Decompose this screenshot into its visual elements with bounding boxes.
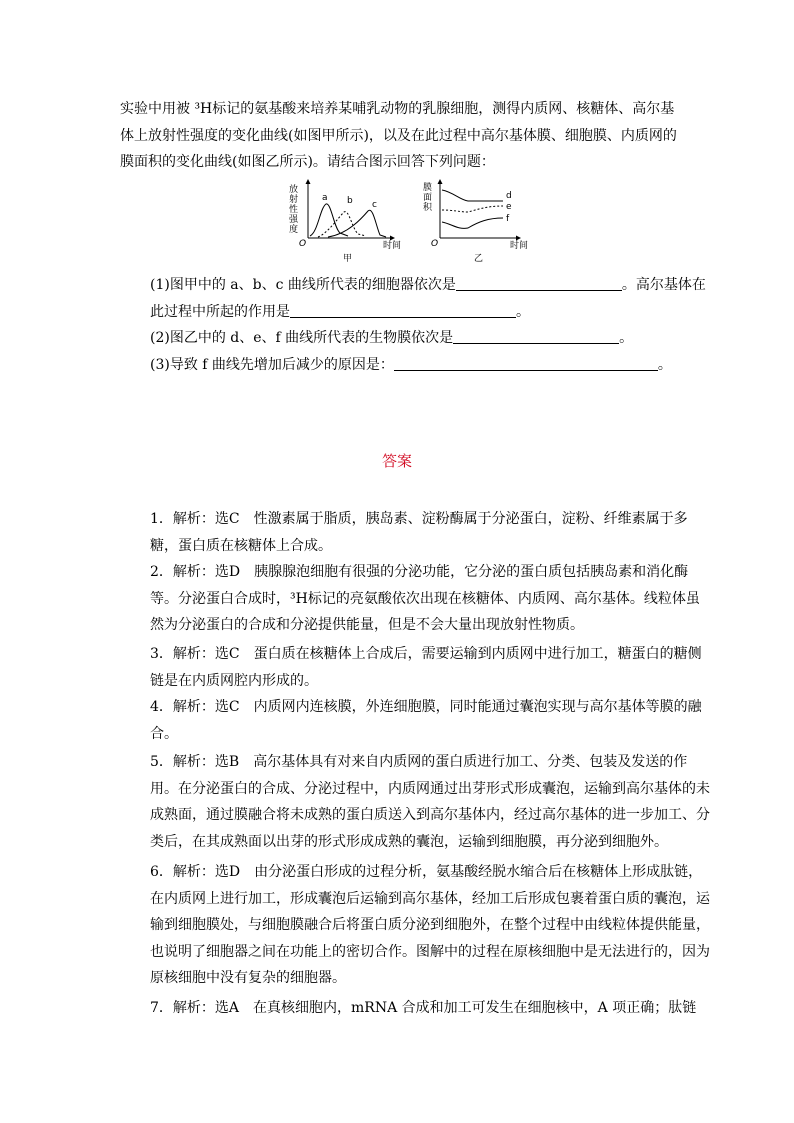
jia-ylabel-5: 度 (289, 225, 299, 235)
yi-caption: 乙 (474, 254, 484, 264)
yi-origin: O (431, 239, 439, 249)
question-1 (120, 272, 710, 325)
yi-x-arrow (516, 236, 521, 241)
yi-label-d: d (506, 191, 512, 201)
jia-curve-b (318, 212, 366, 237)
q3-text-a: (3)导致 f 曲线先增加后减少的原因是： (150, 357, 394, 373)
q1-answer-blank-1[interactable] (456, 276, 622, 291)
answer-item-5: 5．解析：选B 高尔基体具有对来自内质网的蛋白质进行加工、分类、包装及发送的作用。在分泌蛋白的合成、分泌过程中，内质网通过出芽形式形成囊泡，运输到高尔基体的未成熟面，通过膜融合将未成熟的蛋白质送入到高尔基体内，经过高尔基体的进一步加工、分类后，在其成熟面以出芽的形式形成成熟的囊泡，运输到细胞膜，再分泌到细胞外。 (150, 754, 710, 850)
yi-xlabel: 时间 (510, 241, 529, 251)
q3-answer-blank[interactable] (394, 356, 658, 371)
q1-answer-blank-2[interactable] (290, 303, 516, 318)
answer-item-6: 6．解析：选D 由分泌蛋白形成的过程分析，氨基酸经脱水缩合后在核糖体上形成肽链，在内质网上进行加工，形成囊泡后运输到高尔基体，经加工后形成包裹着蛋白质的囊泡，运输到细胞膜处，与细胞膜融合后将蛋白质分泌到细胞外，在整个过程中由线粒体提供能量，也说明了细胞器之间在功能上的密切合作。图解中的过程在原核细胞中是无法进行的，因为原核细胞中没有复杂的细胞器。 (150, 864, 710, 986)
jia-y-arrow (306, 179, 311, 184)
q2-answer-blank[interactable] (453, 329, 619, 344)
answer-item-7: 7．解析：选A 在真核细胞内，mRNA 合成和加工可发生在细胞核中，A 项正确；肽链 (150, 1000, 697, 1016)
chart-jia (289, 179, 401, 264)
yi-curve-e (442, 206, 503, 212)
q2-text-b: 。 (619, 330, 634, 346)
jia-ylabel-2: 射 (289, 195, 299, 205)
jia-curve-a (310, 204, 348, 236)
answer-heading: 答案 (381, 452, 412, 470)
yi-ylabel-1: 膜 (423, 183, 433, 193)
answer-item-4: 4．解析：选C 内质网内连核膜，外连细胞膜，同时能通过囊泡实现与高尔基体等膜的融合。 (150, 699, 702, 742)
jia-caption: 甲 (343, 254, 353, 264)
yi-label-f: f (506, 214, 510, 224)
jia-label-c: c (372, 200, 377, 210)
yi-curve-f (442, 218, 503, 228)
q2-text-a: (2)图乙中的 d、e、f 曲线所代表的生物膜依次是 (150, 330, 454, 346)
q1-text-a: (1)图甲中的 a、b、c 曲线所代表的细胞器依次是 (150, 277, 456, 293)
answer-item-1: 1．解析：选C 性激素属于脂质，胰岛素、淀粉酶属于分泌蛋白，淀粉、纤维素属于多糖，蛋白质在核糖体上合成。 (150, 511, 688, 554)
chart-yi (423, 179, 528, 264)
jia-label-b: b (347, 196, 353, 206)
jia-x-arrow (390, 236, 395, 241)
yi-label-e: e (506, 202, 512, 212)
yi-ylabel-3: 积 (423, 203, 433, 213)
jia-ylabel-3: 性 (289, 205, 299, 215)
question-3 (120, 352, 710, 379)
answer-item-2: 2．解析：选D 胰腺腺泡细胞有很强的分泌功能，它分泌的蛋白质包括胰岛素和消化酶等。分泌蛋白合成时，³H标记的亮氨酸依次出现在核糖体、内质网、高尔基体。线粒体虽然为分泌蛋白的合成和分泌提供能量，但是不会大量出现放射性物质。 (150, 564, 700, 633)
q1-text-b: 。高尔基体在此过程中所起的作用是 (150, 277, 706, 320)
jia-ylabel-1: 放 (289, 185, 299, 195)
jia-label-a: a (322, 193, 328, 203)
answer-item-3: 3．解析：选C 蛋白质在核糖体上合成后，需要运输到内质网中进行加工，糖蛋白的糖侧链是在内质网腔内形成的。 (150, 646, 702, 689)
yi-y-arrow (438, 179, 443, 184)
jia-xlabel: 时间 (383, 241, 402, 251)
jia-curve-c (328, 210, 386, 237)
question-intro: 实验中用被 ³H标记的氨基酸来培养某哺乳动物的乳腺细胞，测得内质网、核糖体、高尔基体上放射性强度的变化曲线(如图甲所示)，以及在此过程中高尔基体膜、细胞膜、内质网的膜面积的变化曲线(如图乙所示)。请结合图示回答下列问题： (120, 101, 677, 170)
yi-curve-d (442, 190, 503, 201)
figure-jia-yi (288, 178, 529, 264)
yi-ylabel-2: 面 (423, 193, 433, 203)
q3-text-b: 。 (657, 357, 672, 373)
jia-origin: O (299, 239, 307, 249)
jia-ylabel-4: 强 (289, 215, 299, 225)
q1-text-c: 。 (516, 303, 530, 320)
question-2 (120, 325, 710, 352)
